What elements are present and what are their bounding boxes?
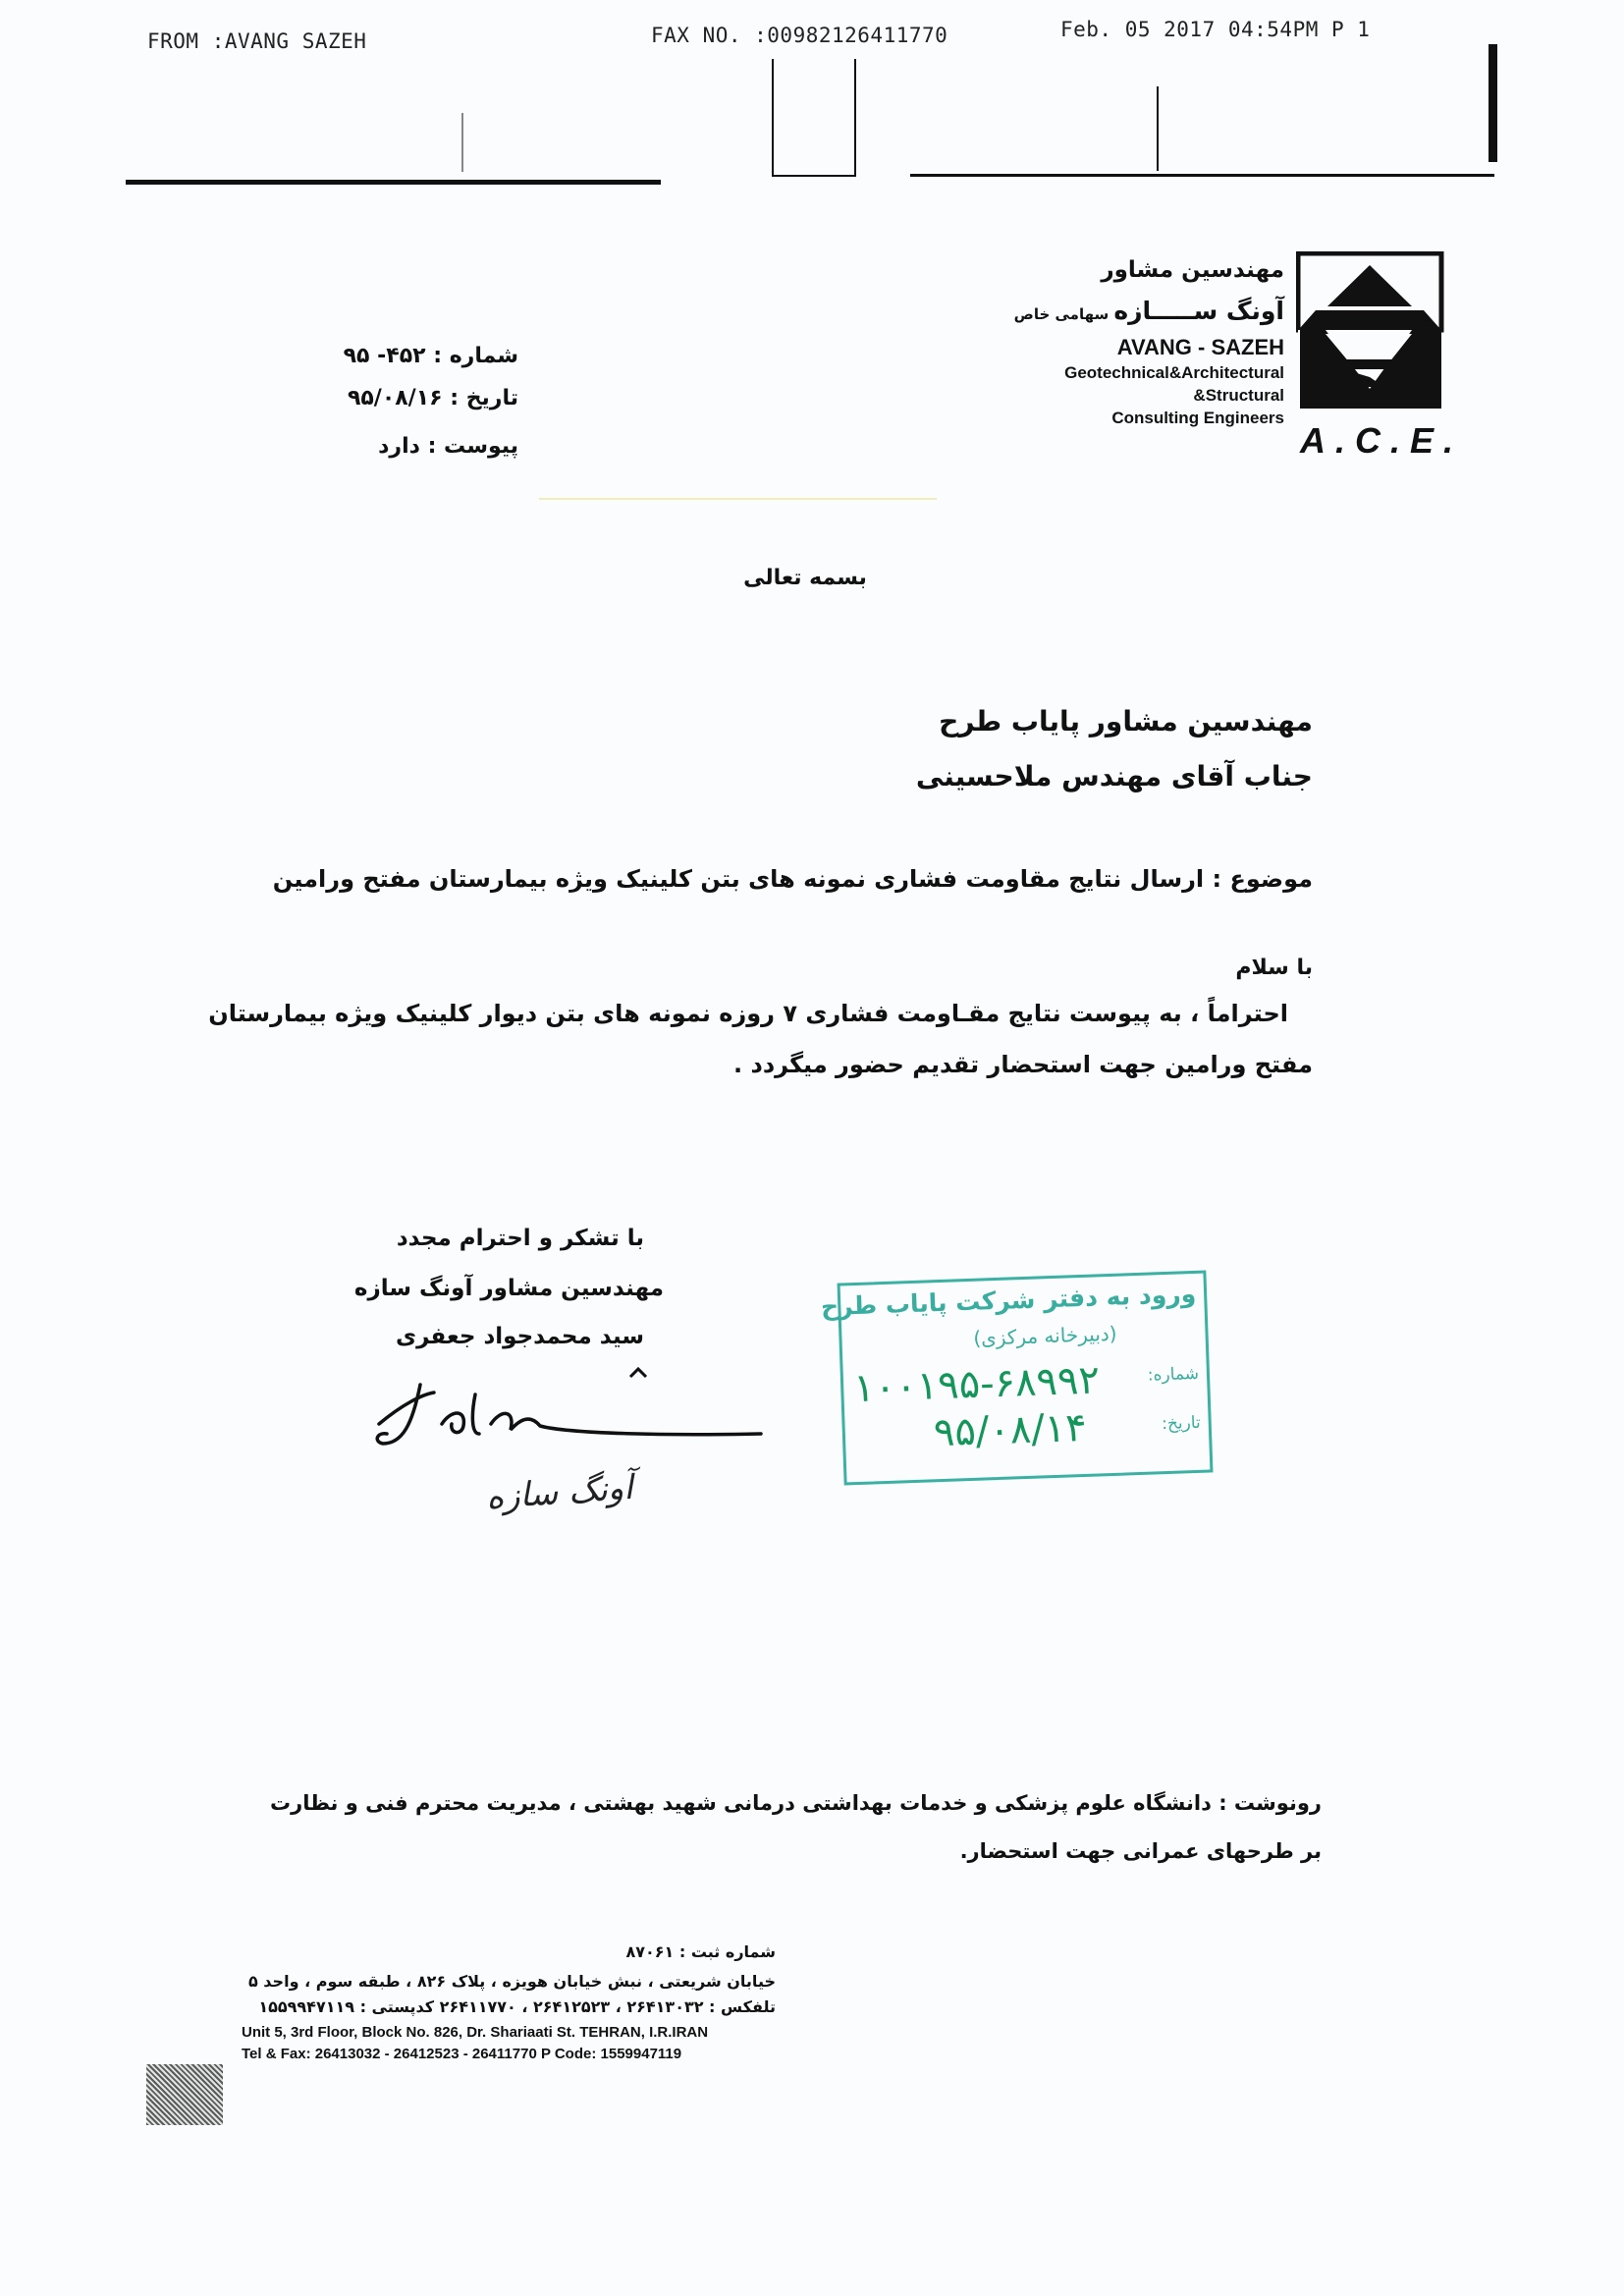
letter-subject: موضوع : ارسال نتایج مقاومت فشاری نمونه های بتن کلینیک ویژه بیمارستان مفتح ورامین	[272, 865, 1313, 893]
company-name-fa-2	[1014, 297, 1284, 325]
company-logo-icon	[1296, 251, 1445, 410]
signature-icon	[373, 1365, 766, 1473]
stamp-number-value: ۱۰۰۱۹۵-۶۸۹۹۲	[852, 1357, 1101, 1412]
cc-line-1: رونوشت : دانشگاه علوم پزشکی و خدمات بهداشتی درمانی شهید بهشتی ، مدیریت محترم فنی و نظارت	[270, 1791, 1322, 1815]
body-line-2: مفتح ورامین جهت استحضار تقدیم حضور میگردد .	[733, 1051, 1313, 1078]
footer-registration: شماره ثبت : ۸۷۰۶۱	[625, 1942, 776, 1961]
reference-attachment: پیوست : دارد	[378, 434, 518, 459]
company-seal-signature: آونگ سازه	[484, 1467, 634, 1518]
stamp-number-label: شماره:	[1147, 1363, 1200, 1386]
recipient-company: مهندسین مشاور پایاب طرح	[939, 705, 1313, 738]
reference-date: تاریخ : ۹۵/۰۸/۱۶	[347, 386, 518, 410]
company-name-fa-1: مهندسین مشاور	[1101, 257, 1284, 283]
body-line-1: احتراماً ، به پیوست نتایج مقـاومت فشاری ۷ روزه نمونه های بتن دیوار کلینیک ویژه بیمارستان	[208, 1000, 1288, 1027]
footer-phones-fa: تلفکس : ۲۶۴۱۳۰۳۲ ، ۲۶۴۱۲۵۲۳ ، ۲۶۴۱۱۷۷۰ کدپستی : ۱۵۵۹۹۴۷۱۱۹	[258, 1997, 776, 2016]
company-type-fa: سهامی خاص	[1013, 305, 1110, 323]
scan-noise-patch	[146, 2064, 223, 2125]
greeting: با سلام	[1235, 956, 1313, 980]
company-abbr: A.C.E.	[1300, 420, 1464, 461]
company-desc-3: Consulting Engineers	[1111, 409, 1284, 427]
closing-thanks: با تشکر و احترام مجدد	[396, 1226, 644, 1251]
company-name-en: AVANG - SAZEH	[1116, 335, 1284, 359]
company-desc-2: &Structural	[1193, 386, 1284, 405]
fax-number: FAX NO. :00982126411770	[651, 24, 948, 47]
signer-name: سید محمدجواد جعفری	[395, 1324, 644, 1349]
footer-address-fa: خیابان شریعتی ، نبش خیابان هویزه ، پلاک ۸۲۶ ، طبقه سوم ، واحد ۵	[247, 1972, 776, 1991]
footer-phones-en: Tel & Fax: 26413032 - 26412523 - 26411770 P Code: 1559947119	[242, 2046, 682, 2062]
recipient-name: جناب آقای مهندس ملاحسینی	[915, 760, 1313, 793]
invocation: بسمه تعالی	[743, 566, 867, 590]
stamp-date-label: تاریخ:	[1161, 1412, 1202, 1435]
receipt-stamp	[820, 1271, 1214, 1486]
fax-datetime: Feb. 05 2017 04:54PM P 1	[1060, 18, 1371, 41]
company-name-fa: آونگ ســـــازه	[1113, 297, 1284, 325]
closing-company: مهندسین مشاور آونگ سازه	[353, 1276, 664, 1301]
faint-divider	[539, 498, 937, 500]
reference-number: شماره : ۴۵۲- ۹۵	[343, 344, 518, 368]
stamp-title: ورود به دفتر شرکت پایاب طرح	[820, 1279, 1197, 1322]
fax-from: FROM :AVANG SAZEH	[147, 29, 367, 53]
stamp-date-value: ۹۵/۰۸/۱۴	[933, 1404, 1088, 1456]
cc-line-2: بر طرحهای عمرانی جهت استحضار.	[959, 1839, 1322, 1863]
footer-address-en: Unit 5, 3rd Floor, Block No. 826, Dr. Shariaati St. TEHRAN, I.R.IRAN	[242, 2024, 709, 2041]
company-desc-1: Geotechnical&Architectural	[1064, 363, 1284, 382]
stamp-subtitle: (دبیرخانه مرکزی)	[972, 1321, 1117, 1350]
